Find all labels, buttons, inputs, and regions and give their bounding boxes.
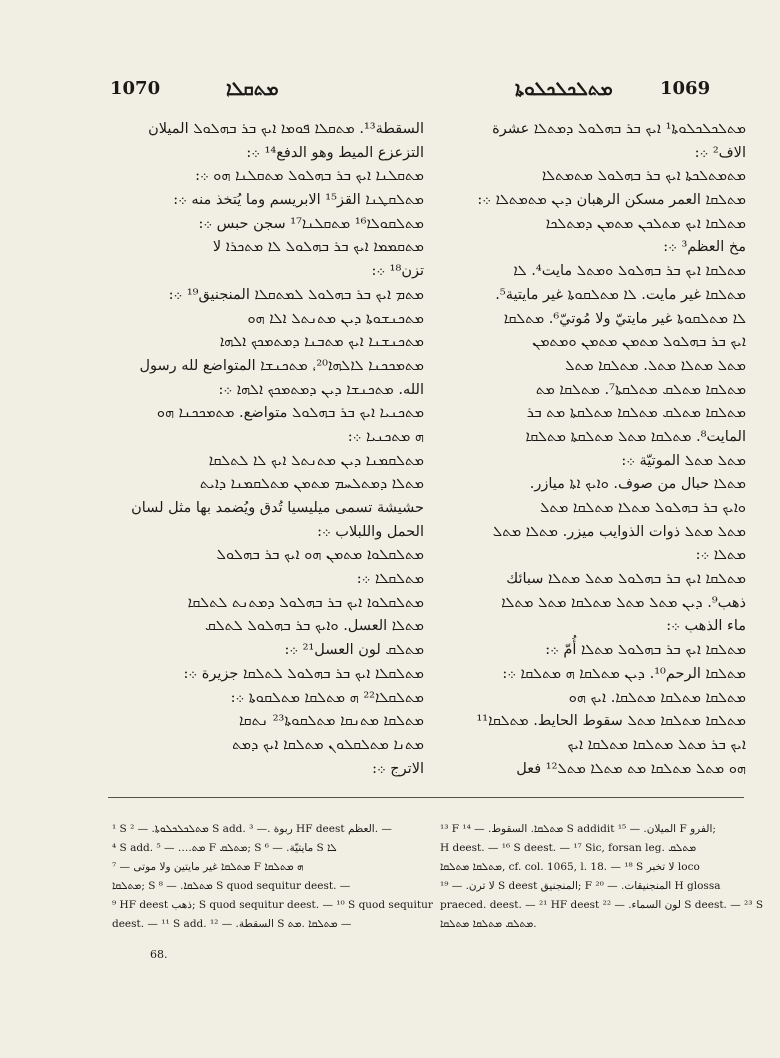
text-line: الاف² ܀:	[694, 144, 746, 161]
text-line: ܐܝܟ ܒܪ ܒܗܠܘܠ ܡܬܡܢ ܡܬܡܢ ܘܡܬܡܢ	[532, 334, 746, 351]
text-line: ܡܬܩܡܡܐ ܐܝܟ ܒܪ ܒܗܠܘܠ ܠܐ ܡܬܟܪܐ لا	[212, 239, 424, 256]
text-line: ܡܬܟܢܝܐ ܐܝܟ ܒܪ ܒܗܠܘܠ متواضع. ܡܬܡܟܟܢܐ ܗܘ	[156, 405, 424, 422]
text-line: ܡܬܠܩܠܐ²² ܗ ܡܬܠܩܐ ܡܬܠܩܘܬܐ ܀:	[230, 689, 424, 706]
text-line: الاترج ܀:	[372, 760, 424, 777]
text-line: ܡܬܟܢܫܢܐ ܐܝܟ ܡܬܒܢܐ ܕܡܬܡܟܟ ܐܠܗܐ	[219, 334, 424, 351]
footnote-line: ܡܬܠܩܐ; S ܡܬܠܩܐ. — ⁸ S quod sequitur deest. —	[112, 880, 351, 892]
text-line: ܡܬܠܩܠܘܐ ܡܬܡܢ ܗܘ ܐܝܟ ܒܪ ܒܗܠܘܠ	[216, 547, 424, 564]
text-line: ܡܬܠܩܘܠܐ¹⁶ ܡܬܩܠܢܐ¹⁷ سجن حبس ܀:	[198, 215, 424, 232]
footnote-line: ⁴ S add. ܡܬ.… — ⁵ F ܡܬܠܩ; S مايتيّة. — ⁶ S ܠܐ	[112, 842, 337, 854]
text-line: مخ العظم³ ܀:	[663, 239, 746, 256]
text-line: الله. ܡܬܟܢܫܐ ܕܝܢ ܕܡܬܡܟܟ ܐܠܗܐ ܀:	[218, 381, 424, 398]
left-footnotes	[112, 820, 433, 935]
text-line: ܡܬܠܩܐ ܡܬܠܩܐ ܡܬܠܩܐ. ܐܝܟ ܗܘ	[568, 689, 746, 706]
text-line: ܡܬܠܐ حبال من صوف. ܘܐܝܟ ܐܬܐ ميازر.	[529, 476, 746, 493]
text-line: ܡܬܠܟܠܟܠܘܬܐ¹ ܐܝܟ ܒܪ ܒܗܠܘܠ ܕܡܬܠܐ عشرة	[492, 121, 746, 137]
left-running-head: ܡܬܩܠܐ	[226, 78, 279, 100]
right-text-column	[430, 118, 746, 784]
text-line: ܡܬܠܩܐ ܡܬܠܩܐ ܡܬܠ سقوط الحايط. ܡܬܠܩܐ¹¹	[476, 713, 746, 730]
text-line: ܡܬܠܩܐ ܡܬܠܩ ܡܬܠܩܐ ܡܬܠܩܬܐ ܡܬ ܒܪ	[526, 405, 746, 422]
text-line: ܡܬܠܩܡܢܐ ܕܝܢ ܡܬܢܬܠ ܐܝܟ ܠܐ ܠܬܠܩܐ	[208, 452, 424, 469]
footnote-line: ܡܬܠܩܐ ܡܬܠܩܐ, cf. col. 1065, l. 18. — ¹⁸ S لا تخبر loco	[440, 861, 700, 873]
footnote-line: لا ترن. — ¹⁹ S deest المنجنيق; F المنجنيقات. — ²⁰ H glossa	[440, 880, 721, 892]
text-line: المايت⁸. ܡܬܠܩܐ ܡܬܠ ܡܬܠܩܬܐ ܡܬܠܩܐ	[525, 428, 746, 445]
left-page-number: 1070	[110, 78, 161, 99]
text-line: ܡܬܠܩܐ ܐܝܟ ܡܬܠܟܢ ܡܬܡܢ ܕܡܬܠܟܐ	[545, 215, 746, 232]
text-line: ܡܬܠܐ العسل. ܘܐܝܟ ܒܪ ܒܗܠܘܠ ܠܬܠܩ	[205, 618, 424, 635]
footnote-line: ⁹ HF deest ذهب; S quod sequitur deest. — ¹⁰ S quod sequitur	[112, 899, 433, 911]
text-line: ܗܘ ܡܬܠ ܡܬܠܩܐ ܡܬ ܡܬܠܐ ܡܬܠ¹² فعل	[516, 760, 746, 777]
text-line: ܡܬܠܩܐ ܡܬܠܩ ܡܬܠܩܬܐ⁷. ܡܬܠܩܐ ܡܬ	[535, 381, 746, 398]
footnote-line: H deest. — ¹⁶ S deest. — ¹⁷ Sic, forsan leg. ܡܬܠܩ	[440, 842, 697, 854]
text-line: السقطة¹³. ܡܬܩܠܐ ܦܘܡܐ ܐܝܟ ܒܪ ܒܗܠܘܠ الميلان	[148, 121, 424, 137]
text-line: تزن¹⁸ ܀:	[371, 263, 424, 280]
text-line: حشيشة تسمى ميليسيا تُدق ويُضمد بها مثل لسان	[131, 500, 424, 516]
text-line: ܡܬܠܩܐ ܐܝܟ ܒܪ ܒܗܠܘܠ ܡܬܠ ܡܬܠܐ سبائك	[506, 571, 746, 588]
right-footnotes	[440, 820, 764, 935]
footnote-separator	[108, 797, 744, 798]
right-running-head: ܡܬܠܟܠܟܠܘܬܐ	[515, 78, 613, 100]
text-line: ܡܬܢܐ ܡܬܠܩܠܘܢ ܡܬܠܩܐ ܐܝܟ ܕܡܬ	[232, 736, 424, 753]
footnote-line: praeced. deest. — ²¹ HF deest لون السماء. — ²² S deest. — ²³ S	[440, 899, 764, 911]
footnote-line: deest. — ¹¹ S add. السقطة. — ¹² S ܡܬܠܩܐ .ܡܬ —	[112, 918, 352, 930]
text-line: ܡܬܠܩܐ ܐܝܟ ܒܪ ܒܗܠܘܠ ܡܬܠܐ أُمّ ܀:	[545, 642, 746, 659]
text-line: ܗ ܡܬܟܢܝܐ ܀:	[347, 428, 424, 445]
text-line: الحمل واللبلاب ܀:	[317, 523, 424, 540]
text-line: ܡܬܠܐ ܀:	[695, 547, 746, 564]
text-line: ܡܬܠܩܐ الرحم¹⁰. ܕܝܢ ܡܬܠܩܐ ܗ ܡܬܠܩܐ ܀:	[502, 665, 746, 682]
text-line: ماء الذهب ܀:	[666, 618, 746, 635]
text-line: ܡܬܠܐ ܕܡܬܠܚܡ ܡܬܡܢ ܡܬܠܩܡܢܐ ܕܐܝܬ	[199, 476, 424, 493]
text-line: ܡܬܠܩܛܢܐ القز¹⁵ الابريسم وما يُتخذ منه ܀:	[173, 192, 424, 209]
footnote-line: ¹ S ܡܬܠܟܠܟܠܘܬܐ. — ² S add. ربوة .— ³ HF deest العظم. —	[112, 823, 392, 835]
text-line: ذهب⁹. ܕܝܢ ܡܬܠ ܡܬܠ ܡܬܠܩܐ ܡܬܠ ܡܬܠܐ	[501, 594, 746, 611]
footnote-line: ܡܬܠܩܐ غير مايتين ولا موتى — ⁷ F ܗ ܡܬܠܩܐ	[112, 861, 304, 873]
text-line: ܡܬܠܩܠܘܐ ܐܝܟ ܒܪ ܒܗܠܘܠ ܕܡܬܢܬ ܠܬܠܩܐ	[187, 594, 424, 611]
signature-mark: 68.	[150, 948, 168, 961]
text-line: ܠܐ ܡܬܠܩܘܬܐ غير مايتيّ ولا مُوتيّ⁶. ܡܬܠܩܐ	[503, 310, 746, 327]
text-line: ܡܬܠܩܐ ܐܝܟ ܒܪ ܒܗܠܘܠ ܘܡܬܠ مايت⁴. ܠܐ	[513, 263, 746, 280]
left-text-column	[108, 118, 424, 784]
text-line: ܡܬܠ ܡܬܠ الموتيّة ܀:	[621, 452, 746, 469]
footnote-line: ܡܬܠܩ ܡܬܠܩܐ ܡܬܠܩܐ.	[440, 918, 537, 930]
text-line: ܡܬܠܩܠܐ ܀:	[356, 571, 424, 588]
text-line: ܡܬܡܬܠܟܬܐ ܐܝܟ ܒܪ ܒܗܠܘܠ ܡܬܡܬܠܐ	[541, 168, 746, 185]
text-line: ܡܬܠܩ لون العسل²¹ ܀:	[284, 642, 424, 659]
text-line: ܐܝܟ ܒܪ ܡܬܠ ܡܬܠܩܐ ܡܬܠܩܐ ܐܝܟ	[567, 736, 746, 753]
text-line: ܡܬܠ ܡܬܠ ذوات الذوايب ميزر. ܡܬܠܐ ܡܬܠ	[492, 523, 746, 540]
text-line: ܡܬܡܟܟܢܐ ܠܐܠܗܐ²⁰، ܡܬܟܢܫܐ المتواضع لله رسول	[139, 357, 424, 374]
text-line: ܡܬܟܢܫܘܬܐ ܕܝܢ ܡܬܢܬܠ ܐܠܐ ܗܘ	[247, 310, 424, 327]
text-line: ܡܬܩܠܢܐ ܐܝܟ ܒܪ ܒܗܠܘܠ ܡܬܩܠܢܐ ܗܘ ܀:	[195, 168, 424, 185]
text-line: ܘܐܝܟ ܒܪ ܒܗܠܘܠ ܡܬܠܐ ܡܬܠܩܐ ܡܬܠ	[539, 500, 746, 516]
footnote-line: ¹³ F ܡܬܠܩܐ. السقوط. — ¹⁴ S addidit الميلان. — ¹⁵ F الفرو;	[440, 823, 716, 835]
text-line: التزعزع الميط وهو الدفع¹⁴ ܀:	[246, 144, 424, 161]
text-line: ܡܬܠ ܡܬܠܐ ܡܬܠ. ܡܬܠܩܐ ܡܬܠ	[565, 357, 746, 374]
text-line: ܡܬܡ ܐܝܟ ܒܪ ܒܗܠܘܠ ܠܡܬܩܠܐ المنجنيق¹⁹ ܀:	[168, 286, 424, 303]
text-line: ܡܬܠܩܐ العمر مسكن الرهبان ܕܝܢ ܡܬܡܬܠܐ ܀:	[477, 192, 746, 209]
text-line: ܡܬܠܩܐ ܡܬܢܩܐ ܡܬܠܩܘܬܐ²³ ܢܬܩܐ	[238, 713, 424, 730]
text-line: ܡܬܠܩܠܐ ܐܝܟ ܒܪ ܒܗܠܘܠ ܠܬܠܩܐ جزيرة ܀:	[183, 665, 424, 682]
text-line: ܡܬܠܩܐ غير مايت. ܠܐ ܡܬܠܩܘܬܐ غير مايتية⁵.	[495, 286, 746, 303]
right-page-number: 1069	[660, 78, 711, 99]
